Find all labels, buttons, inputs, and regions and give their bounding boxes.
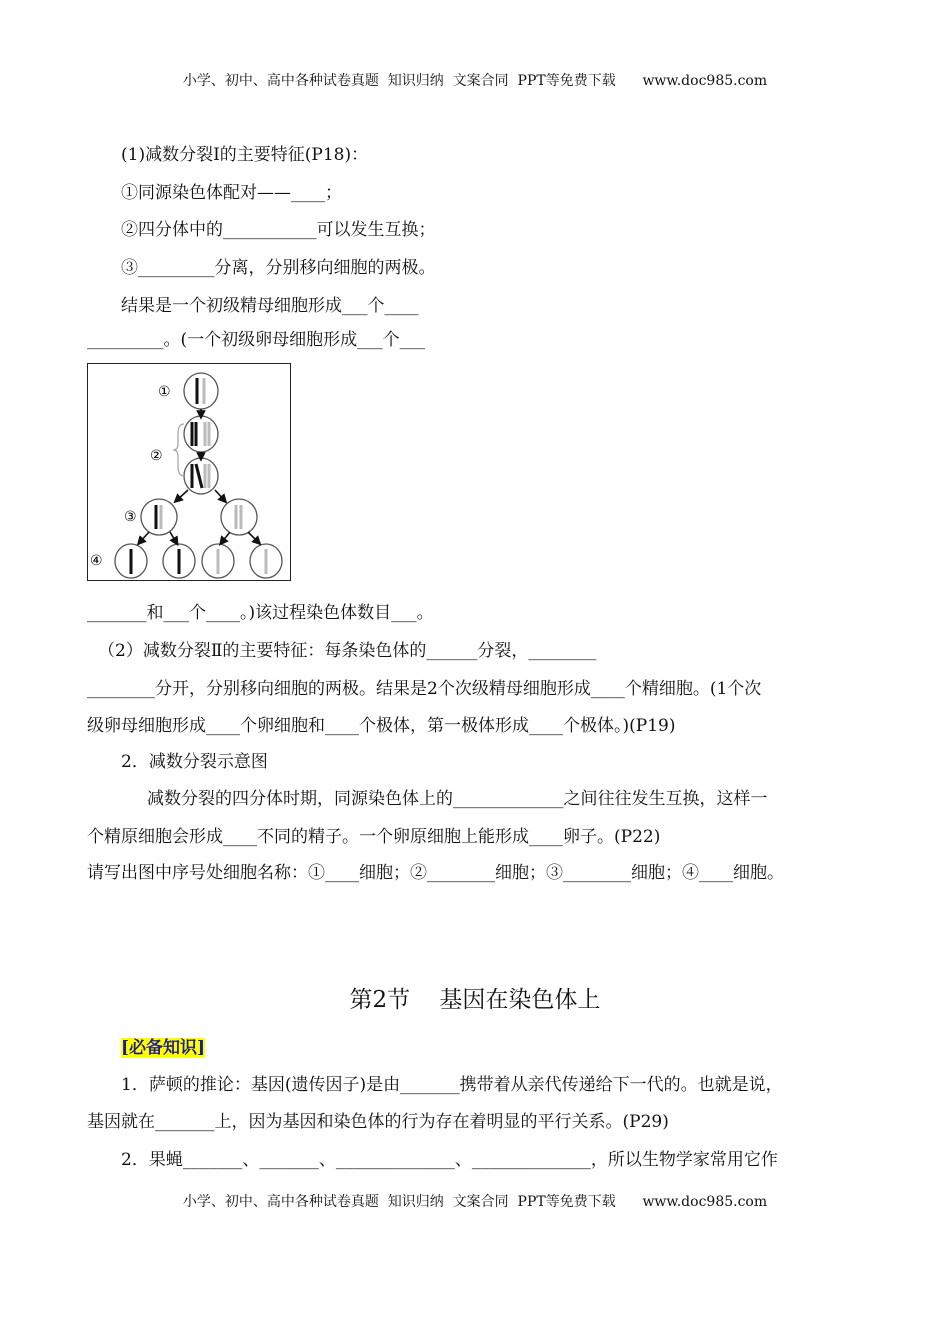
section-title: 第2节 基因在染色体上 bbox=[349, 987, 601, 1013]
text-line: ________分开，分别移向细胞的两极。结果是2个次级精母细胞形成____个精细胞。(1个次 bbox=[87, 679, 762, 699]
text-line: ②四分体中的___________可以发生互换； bbox=[121, 220, 436, 240]
text-line: ①同源染色体配对——____； bbox=[121, 183, 342, 203]
text-line: 基因就在_______上，因为基因和染色体的行为存在着明显的平行关系。(P29) bbox=[87, 1112, 669, 1132]
page-footer: 小学、初中、高中各种试卷真题 知识归纳 文案合同 PPT等免费下载 www.doc985.com bbox=[182, 1194, 768, 1210]
diagram-label: ① bbox=[158, 384, 171, 400]
text-line: 级卵母细胞形成____个卵细胞和____个极体，第一极体形成____个极体。)(P19) bbox=[87, 716, 676, 736]
diagram-label: ④ bbox=[90, 553, 103, 569]
text-line: （2）减数分裂Ⅱ的主要特征：每条染色体的______分裂，________ bbox=[98, 641, 597, 661]
text-line: 请写出图中序号处细胞名称：①____细胞；②________细胞；③________细胞；④____细胞。 bbox=[87, 863, 784, 883]
text-line: 2．减数分裂示意图 bbox=[121, 752, 268, 772]
text-line: (1)减数分裂Ⅰ的主要特征(P18)： bbox=[121, 145, 369, 165]
knowledge-tag: [必备知识] bbox=[121, 1038, 206, 1058]
diagram-label: ② bbox=[150, 448, 163, 464]
text-line: 1．萨顿的推论：基因(遗传因子)是由_______携带着从亲代传递给下一代的。也就是说， bbox=[121, 1075, 783, 1095]
text-line: 个精原细胞会形成____不同的精子。一个卵原细胞上能形成____卵子。(P22) bbox=[87, 827, 661, 847]
meiosis-diagram bbox=[87, 363, 291, 581]
text-line: 结果是一个初级精母细胞形成___个____ bbox=[121, 296, 419, 316]
text-line: 2．果蝇_______、_______、______________、______________，所以生物学家常用它作 bbox=[121, 1150, 778, 1170]
page-header: 小学、初中、高中各种试卷真题 知识归纳 文案合同 PPT等免费下载 www.doc985.com bbox=[182, 73, 768, 89]
text-line: ③_________分离，分别移向细胞的两极。 bbox=[121, 258, 436, 278]
text-line: 减数分裂的四分体时期，同源染色体上的_____________之间往往发生互换，这样一 bbox=[147, 789, 768, 809]
text-line: _________。(一个初级卵母细胞形成___个___ bbox=[87, 330, 426, 350]
diagram-label: ③ bbox=[124, 509, 137, 525]
text-line: _______和___个____。)该过程染色体数目___。 bbox=[87, 603, 434, 623]
